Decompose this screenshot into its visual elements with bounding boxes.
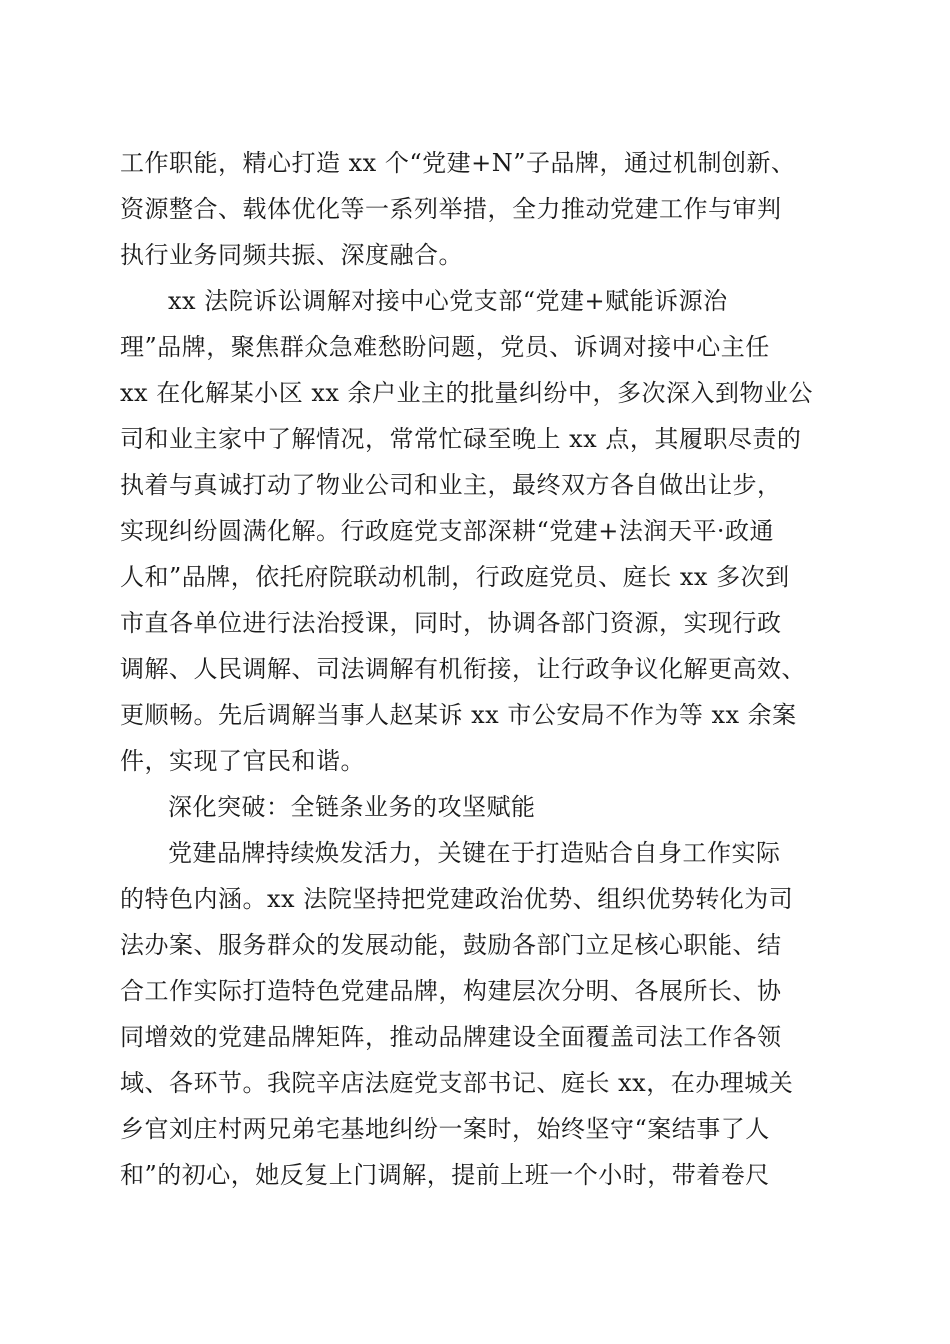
paragraph-line: 调解、人民调解、司法调解有机衔接，让行政争议化解更高效、 [120,655,806,683]
paragraph-line: 实现纠纷圆满化解。行政庭党支部深耕“党建+法润天平·政通 [120,517,775,545]
paragraph-line: xx 法院诉讼调解对接中心党支部“党建+赋能诉源治 [168,287,728,315]
paragraph-line: 域、各环节。我院辛店法庭党支部书记、庭长 xx，在办理城关 [120,1069,794,1097]
paragraph-line: 理”品牌，聚焦群众急难愁盼问题，党员、诉调对接中心主任 [120,333,770,361]
paragraph-line: 件，实现了官民和谐。 [120,747,365,775]
section-heading: 深化突破：全链条业务的攻坚赋能 [168,793,536,821]
paragraph-line: 司和业主家中了解情况，常常忙碌至晚上 xx 点，其履职尽责的 [120,425,802,453]
paragraph-line: 的特色内涵。xx 法院坚持把党建政治优势、组织优势转化为司 [120,885,794,913]
paragraph-line: 资源整合、载体优化等一系列举措，全力推动党建工作与审判 [120,195,782,223]
paragraph-line: 工作职能，精心打造 xx 个“党建+N”子品牌，通过机制创新、 [120,149,796,177]
paragraph-line: 更顺畅。先后调解当事人赵某诉 xx 市公安局不作为等 xx 余案 [120,701,797,729]
paragraph-line: 人和”品牌，依托府院联动机制，行政庭党员、庭长 xx 多次到 [120,563,790,591]
paragraph-line: 法办案、服务群众的发展动能，鼓励各部门立足核心职能、结 [120,931,782,959]
paragraph-line: 市直各单位进行法治授课，同时，协调各部门资源，实现行政 [120,609,782,637]
paragraph-line: 执着与真诚打动了物业公司和业主，最终双方各自做出让步， [120,471,782,499]
paragraph-line: 和”的初心，她反复上门调解，提前上班一个小时，带着卷尺 [120,1161,770,1189]
paragraph-line: 乡官刘庄村两兄弟宅基地纠纷一案时，始终坚守“案结事了人 [120,1115,770,1143]
paragraph-line: 合工作实际打造特色党建品牌，构建层次分明、各展所长、协 [120,977,782,1005]
paragraph-line: xx 在化解某小区 xx 余户业主的批量纠纷中，多次深入到物业公 [120,379,814,407]
paragraph-line: 执行业务同频共振、深度融合。 [120,241,463,269]
paragraph-line: 同增效的党建品牌矩阵，推动品牌建设全面覆盖司法工作各领 [120,1023,782,1051]
paragraph-line: 党建品牌持续焕发活力，关键在于打造贴合自身工作实际 [168,839,781,867]
